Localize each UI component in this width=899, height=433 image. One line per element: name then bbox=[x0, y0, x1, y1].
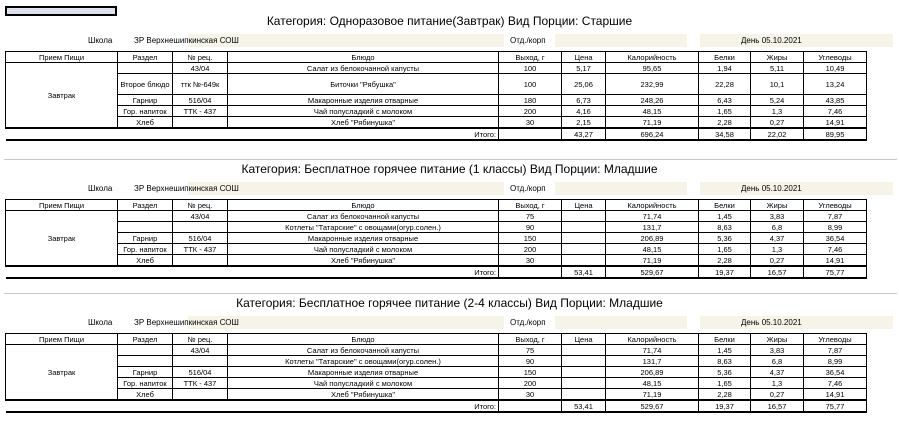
table-total-row bbox=[6, 400, 867, 412]
cell-fat: 3,83 bbox=[751, 345, 804, 356]
cell-kcal: 95,65 bbox=[606, 63, 699, 74]
day-display bbox=[741, 318, 802, 327]
total-fat: 22,02 bbox=[751, 128, 804, 140]
school-value: ЗР Верхнешипкинская СОШ bbox=[134, 184, 239, 193]
cell-kcal: 71,19 bbox=[606, 117, 699, 129]
otd-label: Отд./корп bbox=[510, 318, 546, 327]
cell-price bbox=[562, 244, 606, 255]
report-section bbox=[0, 296, 899, 424]
cell-carb: 43,85 bbox=[804, 95, 867, 106]
cell-price bbox=[562, 222, 606, 233]
section-cell: Гор. напиток bbox=[118, 378, 173, 389]
column-header: Раздел bbox=[118, 200, 173, 211]
cell-prot: 1,45 bbox=[699, 211, 751, 222]
table-row bbox=[6, 367, 867, 378]
cell-fat: 4,37 bbox=[751, 233, 804, 244]
otd-field bbox=[555, 316, 687, 329]
cell-rec bbox=[173, 389, 228, 401]
column-header: Блюдо bbox=[228, 200, 499, 211]
cell-price: 6,73 bbox=[562, 95, 606, 106]
table-row bbox=[6, 378, 867, 389]
total-blank bbox=[6, 128, 228, 140]
table-row bbox=[6, 74, 867, 95]
cell-out: 30 bbox=[499, 255, 562, 267]
cell-rec: 43/04 bbox=[173, 345, 228, 356]
cell-kcal: 232,99 bbox=[606, 74, 699, 95]
cell-carb: 36,54 bbox=[804, 367, 867, 378]
cell-fat: 3,83 bbox=[751, 211, 804, 222]
column-header: Углеводы bbox=[804, 52, 867, 63]
cell-carb: 10,49 bbox=[804, 63, 867, 74]
cell-out: 30 bbox=[499, 389, 562, 401]
meal-cell: Завтрак bbox=[6, 63, 118, 129]
table-header-row bbox=[6, 334, 867, 345]
section-cell bbox=[118, 211, 173, 222]
column-header: № рец. bbox=[173, 334, 228, 345]
school-value: ЗР Верхнешипкинская СОШ bbox=[134, 318, 239, 327]
column-header: Блюдо bbox=[228, 334, 499, 345]
cell-prot: 1,94 bbox=[699, 63, 751, 74]
cell-rec: ттк №-649к bbox=[173, 74, 228, 95]
section-cell bbox=[118, 63, 173, 74]
cell-out: 90 bbox=[499, 356, 562, 367]
cell-fat: 1,3 bbox=[751, 244, 804, 255]
cell-price: 5,17 bbox=[562, 63, 606, 74]
total-out bbox=[499, 266, 562, 278]
cell-dish: Хлеб "Рябинушка" bbox=[228, 117, 499, 129]
total-carb: 75,77 bbox=[804, 266, 867, 278]
cell-kcal: 206,89 bbox=[606, 367, 699, 378]
cell-kcal: 131,7 bbox=[606, 356, 699, 367]
cell-price bbox=[562, 211, 606, 222]
cell-rec: ТТК - 437 bbox=[173, 106, 228, 117]
cell-out: 150 bbox=[499, 233, 562, 244]
cell-out: 150 bbox=[499, 367, 562, 378]
table-row bbox=[6, 63, 867, 74]
section-cell: Гарнир bbox=[118, 367, 173, 378]
cell-dish: Макаронные изделия отварные bbox=[228, 367, 499, 378]
section-info-row bbox=[0, 316, 899, 330]
otd-field bbox=[555, 182, 687, 195]
table-row bbox=[6, 244, 867, 255]
cell-prot: 2,28 bbox=[699, 255, 751, 267]
section-title: Категория: Одноразовое питание(Завтрак) Вид Порции: Старшие bbox=[266, 14, 633, 28]
cell-out: 100 bbox=[499, 63, 562, 74]
cell-rec bbox=[173, 222, 228, 233]
table-row bbox=[6, 255, 867, 267]
total-blank bbox=[6, 266, 228, 278]
section-title: Категория: Бесплатное горячее питание (1 классы) Вид Порции: Младшие bbox=[241, 162, 658, 176]
table-row bbox=[6, 356, 867, 367]
cell-price bbox=[562, 389, 606, 401]
cell-fat: 4,37 bbox=[751, 367, 804, 378]
cell-rec: ТТК - 437 bbox=[173, 244, 228, 255]
total-label: Итого: bbox=[228, 266, 499, 278]
column-header: Цена bbox=[562, 334, 606, 345]
cell-out: 100 bbox=[499, 74, 562, 95]
column-header: Выход, г bbox=[499, 52, 562, 63]
cell-dish: Салат из белокочанной капусты bbox=[228, 345, 499, 356]
school-label: Школа bbox=[88, 318, 113, 327]
table-row bbox=[6, 106, 867, 117]
total-carb: 75,77 bbox=[804, 400, 867, 412]
cell-dish: Чай полусладкий с молоком bbox=[228, 378, 499, 389]
cell-out: 180 bbox=[499, 95, 562, 106]
column-header: Выход, г bbox=[499, 200, 562, 211]
school-label: Школа bbox=[88, 184, 113, 193]
cell-prot: 22,28 bbox=[699, 74, 751, 95]
cell-fat: 5,11 bbox=[751, 63, 804, 74]
cell-dish: Биточки "Рябушка" bbox=[228, 74, 499, 95]
cell-kcal: 71,19 bbox=[606, 255, 699, 267]
cell-out: 200 bbox=[499, 106, 562, 117]
cell-price: 4,16 bbox=[562, 106, 606, 117]
column-header: Прием Пищи bbox=[6, 200, 118, 211]
day-label: День bbox=[741, 184, 760, 193]
column-header: Углеводы bbox=[804, 200, 867, 211]
total-prot: 19,37 bbox=[699, 400, 751, 412]
column-header: Углеводы bbox=[804, 334, 867, 345]
report-section bbox=[0, 14, 899, 159]
cell-dish: Чай полусладкий с молоком bbox=[228, 106, 499, 117]
total-price: 43,27 bbox=[562, 128, 606, 140]
cell-prot: 8,63 bbox=[699, 356, 751, 367]
cell-rec: 516/04 bbox=[173, 95, 228, 106]
cell-prot: 1,65 bbox=[699, 244, 751, 255]
cell-kcal: 71,74 bbox=[606, 345, 699, 356]
day-value: 05.10.2021 bbox=[761, 184, 802, 193]
section-cell: Гарнир bbox=[118, 233, 173, 244]
cell-price: 2,15 bbox=[562, 117, 606, 129]
cell-kcal: 48,15 bbox=[606, 378, 699, 389]
cell-rec bbox=[173, 117, 228, 129]
cell-prot: 1,65 bbox=[699, 106, 751, 117]
cell-fat: 10,1 bbox=[751, 74, 804, 95]
total-carb: 89,95 bbox=[804, 128, 867, 140]
column-header: Белки bbox=[699, 200, 751, 211]
cell-carb: 8,99 bbox=[804, 222, 867, 233]
cell-price: 25,06 bbox=[562, 74, 606, 95]
column-header: Жиры bbox=[751, 52, 804, 63]
section-cell: Второе блюдо bbox=[118, 74, 173, 95]
cell-prot: 2,28 bbox=[699, 117, 751, 129]
table-header-row bbox=[6, 200, 867, 211]
cell-kcal: 71,74 bbox=[606, 211, 699, 222]
cell-fat: 1,3 bbox=[751, 378, 804, 389]
cell-carb: 7,46 bbox=[804, 106, 867, 117]
cell-kcal: 131,7 bbox=[606, 222, 699, 233]
table-row bbox=[6, 345, 867, 356]
cell-kcal: 206,89 bbox=[606, 233, 699, 244]
day-value: 05.10.2021 bbox=[761, 318, 802, 327]
cell-prot: 1,45 bbox=[699, 345, 751, 356]
cell-prot: 5,36 bbox=[699, 367, 751, 378]
cell-carb: 36,54 bbox=[804, 233, 867, 244]
day-value: 05.10.2021 bbox=[761, 36, 802, 45]
table-header-row bbox=[6, 52, 867, 63]
cell-rec: 43/04 bbox=[173, 211, 228, 222]
column-header: Жиры bbox=[751, 334, 804, 345]
cell-kcal: 48,15 bbox=[606, 106, 699, 117]
column-header: Раздел bbox=[118, 334, 173, 345]
cell-price bbox=[562, 378, 606, 389]
cell-dish: Салат из белокочанной капусты bbox=[228, 211, 499, 222]
column-header: Блюдо bbox=[228, 52, 499, 63]
cell-dish: Макаронные изделия отварные bbox=[228, 95, 499, 106]
cell-out: 75 bbox=[499, 211, 562, 222]
meal-cell: Завтрак bbox=[6, 211, 118, 267]
cell-price bbox=[562, 233, 606, 244]
cell-kcal: 48,15 bbox=[606, 244, 699, 255]
section-cell: Гарнир bbox=[118, 95, 173, 106]
report-section bbox=[0, 162, 899, 290]
total-out bbox=[499, 400, 562, 412]
school-value: ЗР Верхнешипкинская СОШ bbox=[134, 36, 239, 45]
cell-dish: Хлеб "Рябинушка" bbox=[228, 255, 499, 267]
cell-out: 90 bbox=[499, 222, 562, 233]
column-header: Калорийность bbox=[606, 334, 699, 345]
day-display bbox=[741, 184, 802, 193]
total-blank bbox=[6, 400, 228, 412]
column-header: Белки bbox=[699, 334, 751, 345]
column-header: № рец. bbox=[173, 52, 228, 63]
cell-out: 30 bbox=[499, 117, 562, 129]
cell-carb: 7,87 bbox=[804, 211, 867, 222]
section-cell bbox=[118, 345, 173, 356]
cell-dish: Салат из белокочанной капусты bbox=[228, 63, 499, 74]
total-label: Итого: bbox=[228, 400, 499, 412]
section-cell: Хлеб bbox=[118, 117, 173, 129]
cell-price bbox=[562, 367, 606, 378]
section-cell: Гор. напиток bbox=[118, 106, 173, 117]
column-header: Прием Пищи bbox=[6, 52, 118, 63]
column-header: Раздел bbox=[118, 52, 173, 63]
cell-prot: 2,28 bbox=[699, 389, 751, 401]
table-row bbox=[6, 95, 867, 106]
cell-carb: 7,46 bbox=[804, 244, 867, 255]
school-label: Школа bbox=[88, 36, 113, 45]
total-kcal: 529,67 bbox=[606, 266, 699, 278]
column-header: № рец. bbox=[173, 200, 228, 211]
cell-rec: 516/04 bbox=[173, 367, 228, 378]
cell-carb: 14,91 bbox=[804, 117, 867, 129]
menu-table bbox=[5, 333, 867, 413]
cell-prot: 5,36 bbox=[699, 233, 751, 244]
cell-carb: 13,24 bbox=[804, 74, 867, 95]
cell-prot: 8,63 bbox=[699, 222, 751, 233]
section-cell: Хлеб bbox=[118, 255, 173, 267]
day-label: День bbox=[741, 318, 760, 327]
total-kcal: 529,67 bbox=[606, 400, 699, 412]
menu-table bbox=[5, 51, 867, 141]
cell-carb: 14,91 bbox=[804, 255, 867, 267]
cell-fat: 0,27 bbox=[751, 255, 804, 267]
total-kcal: 696,24 bbox=[606, 128, 699, 140]
section-cell bbox=[118, 222, 173, 233]
cell-fat: 0,27 bbox=[751, 117, 804, 129]
cell-price bbox=[562, 255, 606, 267]
column-header: Жиры bbox=[751, 200, 804, 211]
column-header: Выход, г bbox=[499, 334, 562, 345]
section-divider bbox=[4, 293, 897, 294]
section-title: Категория: Бесплатное горячее питание (2-4 классы) Вид Порции: Младшие bbox=[236, 296, 663, 310]
cell-dish: Хлеб "Рябинушка" bbox=[228, 389, 499, 401]
table-row bbox=[6, 211, 867, 222]
section-divider bbox=[4, 159, 897, 160]
column-header: Калорийность bbox=[606, 52, 699, 63]
total-label: Итого: bbox=[228, 128, 499, 140]
cell-fat: 5,24 bbox=[751, 95, 804, 106]
cell-price bbox=[562, 356, 606, 367]
otd-label: Отд./корп bbox=[510, 36, 546, 45]
cell-dish: Чай полусладкий с молоком bbox=[228, 244, 499, 255]
table-total-row bbox=[6, 128, 867, 140]
cell-carb: 7,46 bbox=[804, 378, 867, 389]
cell-rec: 516/04 bbox=[173, 233, 228, 244]
cell-rec bbox=[173, 255, 228, 267]
cell-fat: 0,27 bbox=[751, 389, 804, 401]
cell-kcal: 248,26 bbox=[606, 95, 699, 106]
column-header: Калорийность bbox=[606, 200, 699, 211]
cell-fat: 6,8 bbox=[751, 222, 804, 233]
cell-fat: 1,3 bbox=[751, 106, 804, 117]
total-prot: 19,37 bbox=[699, 266, 751, 278]
total-price: 53,41 bbox=[562, 400, 606, 412]
day-display bbox=[741, 36, 802, 45]
table-row bbox=[6, 389, 867, 401]
section-cell: Хлеб bbox=[118, 389, 173, 401]
otd-label: Отд./корп bbox=[510, 184, 546, 193]
day-label: День bbox=[741, 36, 760, 45]
column-header: Белки bbox=[699, 52, 751, 63]
section-info-row bbox=[0, 182, 899, 196]
total-price: 53,41 bbox=[562, 266, 606, 278]
cell-rec: ТТК - 437 bbox=[173, 378, 228, 389]
section-info-row bbox=[0, 34, 899, 48]
cell-prot: 6,43 bbox=[699, 95, 751, 106]
total-out bbox=[499, 128, 562, 140]
cell-out: 200 bbox=[499, 378, 562, 389]
cell-price bbox=[562, 345, 606, 356]
section-cell bbox=[118, 356, 173, 367]
cell-carb: 7,87 bbox=[804, 345, 867, 356]
cell-dish: Макаронные изделия отварные bbox=[228, 233, 499, 244]
cell-kcal: 71,19 bbox=[606, 389, 699, 401]
total-fat: 16,57 bbox=[751, 400, 804, 412]
total-fat: 16,57 bbox=[751, 266, 804, 278]
column-header: Цена bbox=[562, 52, 606, 63]
table-row bbox=[6, 222, 867, 233]
total-prot: 34,58 bbox=[699, 128, 751, 140]
cell-out: 75 bbox=[499, 345, 562, 356]
table-row bbox=[6, 117, 867, 129]
cell-carb: 14,91 bbox=[804, 389, 867, 401]
column-header: Цена bbox=[562, 200, 606, 211]
cell-carb: 8,99 bbox=[804, 356, 867, 367]
cell-dish: Котлеты "Татарские" с овощами(огур.солен.) bbox=[228, 356, 499, 367]
cell-fat: 6,8 bbox=[751, 356, 804, 367]
cell-rec: 43/04 bbox=[173, 63, 228, 74]
cell-dish: Котлеты "Татарские" с овощами(огур.солен.) bbox=[228, 222, 499, 233]
meal-cell: Завтрак bbox=[6, 345, 118, 401]
table-total-row bbox=[6, 266, 867, 278]
cell-rec bbox=[173, 356, 228, 367]
menu-table bbox=[5, 199, 867, 279]
otd-field bbox=[555, 34, 687, 47]
column-header: Прием Пищи bbox=[6, 334, 118, 345]
cell-out: 200 bbox=[499, 244, 562, 255]
cell-prot: 1,65 bbox=[699, 378, 751, 389]
table-row bbox=[6, 233, 867, 244]
section-cell: Гор. напиток bbox=[118, 244, 173, 255]
